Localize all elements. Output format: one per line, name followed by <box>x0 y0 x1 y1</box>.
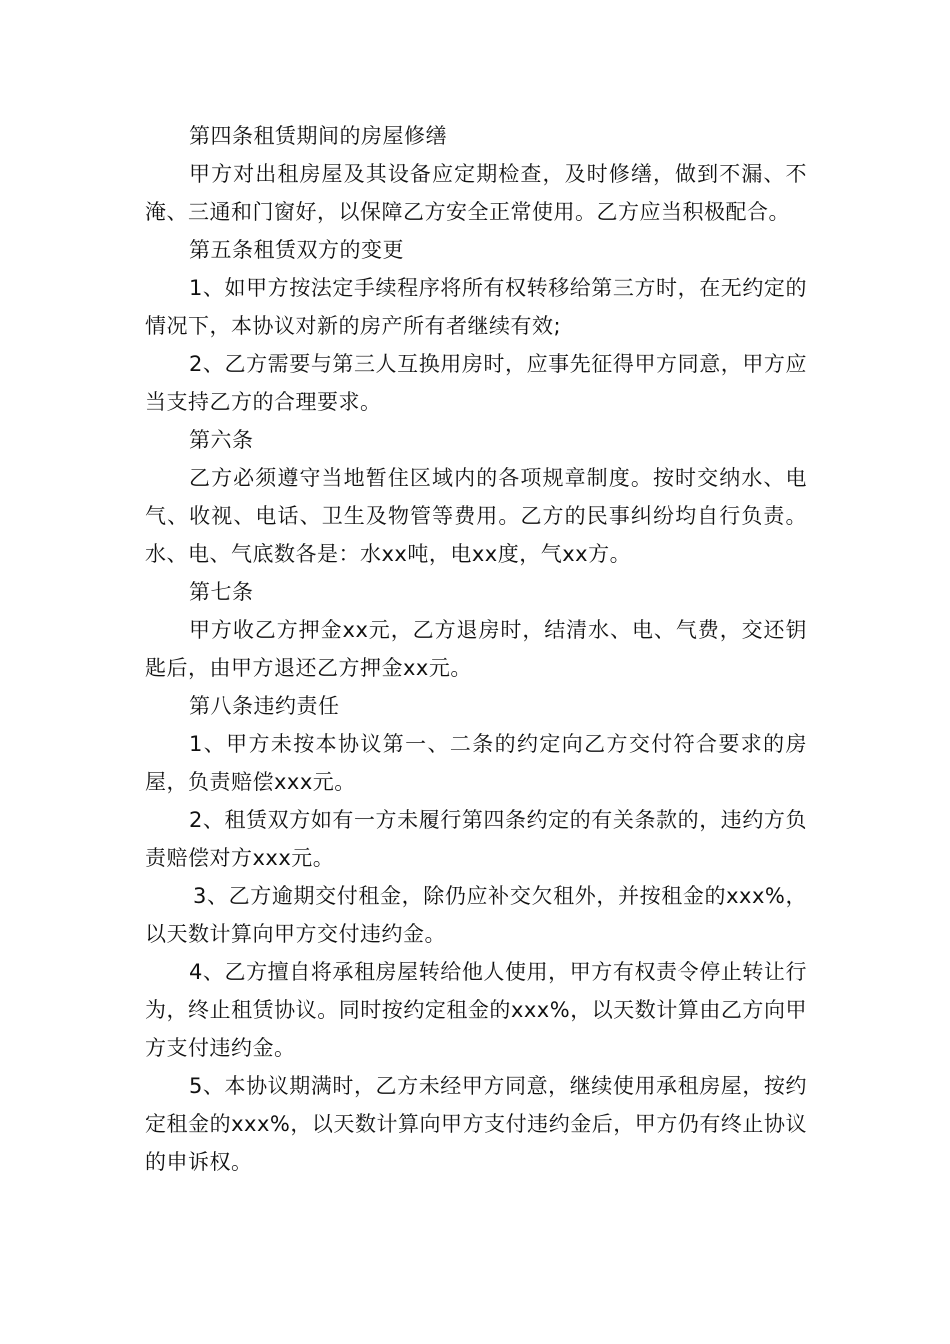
article-8-heading: 第八条违约责任 <box>189 694 340 718</box>
article-6-heading: 第六条 <box>189 428 254 452</box>
article-7-text: 甲方收乙方押金xx元，乙方退房时，结清水、电、气费，交还钥匙后，由甲方退还乙方押金xx元。 <box>145 618 807 680</box>
article-6-text: 乙方必须遵守当地暂住区域内的各项规章制度。按时交纳水、电气、收视、电话、卫生及物管等费用。乙方的民事纠纷均自行负责。水、电、气底数各是：水xx吨，电xx度，气xx方。 <box>145 466 807 566</box>
article-4-text: 甲方对出租房屋及其设备应定期检查，及时修缮，做到不漏、不淹、三通和门窗好，以保障乙方安全正常使用。乙方应当积极配合。 <box>145 162 807 224</box>
document-body <box>145 117 807 1181</box>
article-8-clause-2: 2、租赁双方如有一方未履行第四条约定的有关条款的，违约方负责赔偿对方xxx元。 <box>145 808 807 870</box>
article-7-heading: 第七条 <box>189 580 254 604</box>
article-4-heading: 第四条租赁期间的房屋修缮 <box>189 124 447 148</box>
article-8-clause-3: 3、乙方逾期交付租金，除仍应补交欠租外，并按租金的xxx%，以天数计算向甲方交付违约金。 <box>145 884 807 946</box>
article-8-clause-4: 4、乙方擅自将承租房屋转给他人使用，甲方有权责令停止转让行为，终止租赁协议。同时按约定租金的xxx%，以天数计算由乙方向甲方支付违约金。 <box>145 960 807 1060</box>
article-5-clause-1: 1、如甲方按法定手续程序将所有权转移给第三方时，在无约定的情况下，本协议对新的房产所有者继续有效; <box>145 276 807 338</box>
article-5-heading: 第五条租赁双方的变更 <box>189 238 404 262</box>
article-8-clause-1: 1、甲方未按本协议第一、二条的约定向乙方交付符合要求的房屋，负责赔偿xxx元。 <box>145 732 807 794</box>
article-8-clause-5: 5、本协议期满时，乙方未经甲方同意，继续使用承租房屋，按约定租金的xxx%，以天数计算向甲方支付违约金后，甲方仍有终止协议的申诉权。 <box>145 1074 807 1174</box>
article-5-clause-2: 2、乙方需要与第三人互换用房时，应事先征得甲方同意，甲方应当支持乙方的合理要求。 <box>145 352 807 414</box>
